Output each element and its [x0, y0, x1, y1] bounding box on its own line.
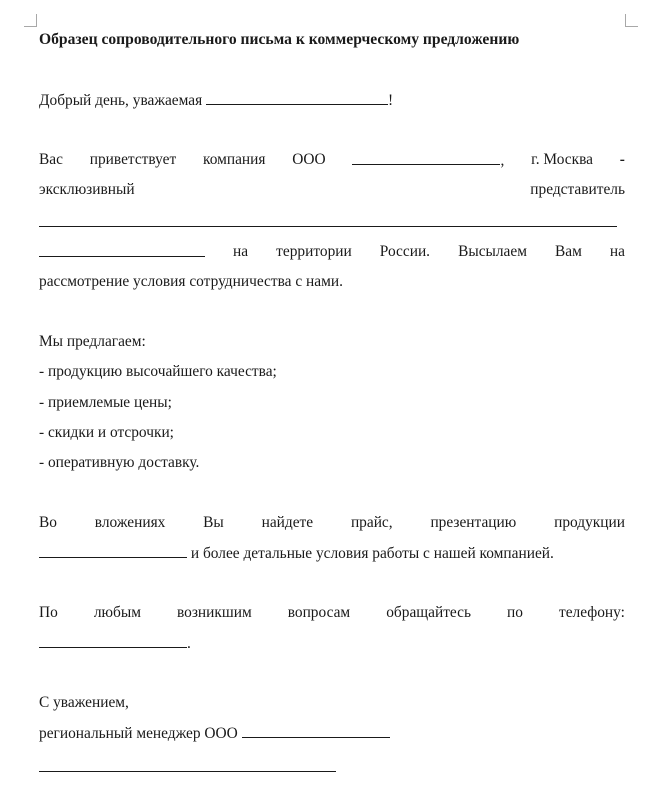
- intro-word: России.: [379, 243, 431, 260]
- contact-word: по: [507, 604, 523, 621]
- contact-word: По: [39, 604, 58, 621]
- page-corner-mark-left: [24, 14, 37, 27]
- intro-line-1: [39, 150, 625, 171]
- attach-word: найдете: [261, 514, 314, 531]
- intro-word: представитель: [530, 181, 625, 198]
- attach-word: Во: [39, 514, 57, 531]
- intro-city: г. Москва: [531, 151, 593, 168]
- offer-item: - скидки и отсрочки;: [39, 424, 174, 441]
- intro-line-2: [39, 180, 625, 200]
- attach-word: продукции: [554, 514, 625, 531]
- intro-word: эксклюзивный: [39, 181, 135, 198]
- company-name-group: [352, 150, 504, 171]
- contact-word: вопросам: [287, 604, 351, 621]
- offer-heading: Мы предлагаем:: [39, 333, 146, 350]
- intro-line-4: [39, 242, 625, 262]
- attach-word: презентацию: [430, 514, 517, 531]
- attach-word: вложениях: [94, 514, 166, 531]
- attach-word: прайс,: [350, 514, 393, 531]
- intro-word: Высылаем: [458, 243, 527, 260]
- intro-word: на: [233, 243, 249, 260]
- offer-item: - продукцию высочайшего качества;: [39, 363, 277, 380]
- contact-line-2: [39, 633, 625, 654]
- contact-word: возникшим: [176, 604, 252, 621]
- attach-line-1: [39, 513, 625, 533]
- attach-line-2: [39, 543, 625, 564]
- intro-word: на: [609, 243, 625, 260]
- contact-word: телефону:: [558, 604, 625, 621]
- signature-regards: С уважением,: [39, 694, 129, 711]
- intro-comma: ,: [500, 152, 505, 169]
- offer-item: - приемлемые цены;: [39, 394, 172, 411]
- signature-position: региональный менеджер ООО: [39, 725, 238, 742]
- contact-period: .: [187, 635, 191, 652]
- represented-brand-blank: [39, 226, 617, 227]
- intro-word: ООО: [292, 151, 326, 168]
- greeting-line: [39, 90, 625, 111]
- phone-number-blank: [39, 633, 187, 648]
- intro-dash: -: [619, 151, 625, 168]
- intro-word: Вам: [555, 243, 582, 260]
- intro-word: Вас: [39, 151, 63, 168]
- greeting-exclamation: !: [388, 92, 394, 109]
- manager-name-blank: [39, 771, 336, 772]
- attach-word: Вы: [203, 514, 224, 531]
- contact-word: обращайтесь: [386, 604, 471, 621]
- intro-word: территории: [276, 243, 352, 260]
- contact-word: любым: [93, 604, 141, 621]
- company-name-blank: [352, 150, 500, 165]
- contact-line-1: [39, 603, 625, 623]
- signature-position-line: [39, 723, 625, 744]
- manager-company-blank: [242, 723, 390, 738]
- product-name-blank: [39, 543, 187, 558]
- offer-item: - оперативную доставку.: [39, 454, 200, 471]
- brand-continuation-blank: [39, 242, 205, 257]
- recipient-name-blank: [206, 90, 388, 105]
- page-corner-mark-right: [625, 14, 638, 27]
- intro-line-5: рассмотрение условия сотрудничества с нами.: [39, 273, 343, 290]
- greeting-text: Добрый день, уважаемая: [39, 92, 203, 109]
- intro-word: приветствует: [89, 151, 177, 168]
- document-title: Образец сопроводительного письма к коммерческому предложению: [39, 31, 520, 48]
- attach-text: и более детальные условия работы с нашей компанией.: [190, 545, 554, 562]
- intro-word: компания: [203, 151, 266, 168]
